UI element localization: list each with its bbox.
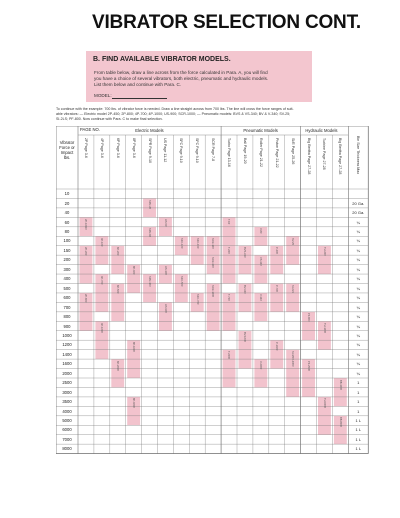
force-row-label: 900 xyxy=(63,323,71,329)
model-range-label: BV-340 xyxy=(243,285,247,294)
force-row-label: 10 xyxy=(64,191,70,197)
force-row-label: 1000 xyxy=(62,332,72,338)
model-range-label: 2P-800 xyxy=(84,294,88,303)
section-b-line-3: List them below and continue with Para. C. xyxy=(94,82,182,87)
column-header: Big Bertha Page 27-28 xyxy=(338,138,343,175)
model-range-label: SCR-100 xyxy=(211,237,215,249)
bin-size-value: ¼ xyxy=(356,370,360,376)
bin-size-value: ¼ xyxy=(356,266,360,272)
force-row-label: 600 xyxy=(63,295,71,301)
model-range-label: TU-1000 xyxy=(322,322,326,333)
model-range-label: BV-1000 xyxy=(243,332,247,343)
bin-size-value: ¼ xyxy=(356,342,360,348)
intro-line-3: SI-2LS; PF-800. Now continue with Para. C to make final selection. xyxy=(56,117,163,121)
model-range-label: T-2000 xyxy=(227,351,231,360)
column-header: Turbo Page 13-16 xyxy=(227,138,232,167)
selection-table xyxy=(56,126,376,461)
model-range-label: 4P-100 xyxy=(100,237,104,247)
column-header: SFC Page 9-10 xyxy=(195,138,200,163)
electric-group-header: Electric Models xyxy=(135,128,164,133)
model-range-label: PF-2500 xyxy=(306,360,310,371)
force-row-label: 1200 xyxy=(62,342,72,348)
model-range-label: SCR-1000 xyxy=(211,285,215,298)
bin-size-value: 1 L xyxy=(355,427,362,433)
model-range-label: SPR-20 xyxy=(147,199,151,210)
column-header: 4P Page 3-6 xyxy=(99,138,104,158)
model-range-label: 8P-4000 xyxy=(131,398,135,409)
force-row-label: 200 xyxy=(63,257,71,263)
force-row-label: 6000 xyxy=(62,427,72,433)
bin-size-value: ¼ xyxy=(356,314,360,320)
model-range-label: TU-200 xyxy=(322,247,326,256)
bin-size-value: ¼ xyxy=(356,276,360,282)
force-row-label: 60 xyxy=(64,219,70,225)
model-range-label: BVS-340 xyxy=(243,247,247,258)
bin-size-value: 20 Ga. xyxy=(352,210,365,216)
model-range-label: SCR-300 xyxy=(211,256,215,268)
force-row-label: 800 xyxy=(63,314,71,320)
force-row-label: 20 xyxy=(64,200,70,206)
model-range-label: P-200 xyxy=(275,247,279,255)
force-row-label: 3000 xyxy=(62,389,72,395)
model-range-label: T-700 xyxy=(227,294,231,302)
bin-size-value: 1 xyxy=(357,399,360,405)
model-range-label: 2P-200 xyxy=(84,247,88,256)
model-range-label: US-50 xyxy=(163,218,167,227)
force-row-label: 400 xyxy=(63,276,71,282)
bin-size-value: 1 xyxy=(357,380,360,386)
bin-size-value: ¼ xyxy=(356,285,360,291)
column-header: Big Bertha Page 27-28 xyxy=(306,138,311,175)
model-range-label: SFC-100 xyxy=(179,237,183,249)
force-row-label: 7000 xyxy=(62,436,72,442)
force-row-label: 40 xyxy=(64,210,70,216)
model-range-label: SFC-150 xyxy=(195,237,199,249)
bin-size-value: ¼ xyxy=(356,323,360,329)
model-range-label: 4P-1000 xyxy=(100,322,104,333)
column-header: SPR Page 9-10 xyxy=(147,138,152,163)
bin-size-value: ¼ xyxy=(356,332,360,338)
bin-size-value: 20 Ga. xyxy=(352,200,365,206)
model-range-label: SFC-500 xyxy=(179,275,183,286)
column-header: SCR Page 7-8 xyxy=(211,138,216,162)
hydraulic-group-header: Hydraulic Models xyxy=(305,128,338,133)
column-header: SI/E Page 25-26 xyxy=(290,138,295,165)
column-header: US Page 11-12 xyxy=(163,138,168,163)
column-header: Roller Page 21-22 xyxy=(258,138,263,167)
bin-size-value: ¼ xyxy=(356,295,360,301)
pneumatic-group-header: Pneumatic Models xyxy=(243,128,278,133)
bin-size-value: ¼ xyxy=(356,247,360,253)
model-range-label: SI-2LS xyxy=(290,285,294,293)
table-labels xyxy=(56,126,376,456)
bin-size-value: ¼ xyxy=(356,257,360,263)
bin-size-value: 1 L xyxy=(355,446,362,452)
model-write-line xyxy=(112,98,167,99)
model-range-label: 4P-700 xyxy=(100,275,104,284)
force-row-label: 3500 xyxy=(62,399,72,405)
model-range-label: US-900 xyxy=(163,303,167,313)
force-row-label: 2000 xyxy=(62,370,72,376)
model-range-label: US-300 xyxy=(163,266,167,275)
force-row-label: 100 xyxy=(63,238,71,244)
force-row-label: 150 xyxy=(63,247,71,253)
column-header: Ball Page 19-20 xyxy=(242,138,247,164)
model-range-label: T-60 xyxy=(227,218,231,225)
model-range-label: V-80 xyxy=(259,228,263,234)
column-header: Turbine Page 27-28 xyxy=(322,138,327,170)
force-row-label: 1400 xyxy=(62,351,72,357)
bin-size-value: ¼ xyxy=(356,238,360,244)
model-range-label: BB-3000 xyxy=(338,379,342,390)
column-header: 8P Page 3-6 xyxy=(131,138,136,158)
bin-size-value: ¼ xyxy=(356,219,360,225)
model-range-label: BB-8000 xyxy=(338,417,342,428)
page-no-label: PAGE NO. xyxy=(80,127,100,132)
model-range-label: P-1400 xyxy=(275,341,279,351)
force-row-label: 4000 xyxy=(62,408,72,414)
force-row-label: 700 xyxy=(63,304,71,310)
model-range-label: V-340 xyxy=(259,294,263,302)
column-header: 2P Page 3-6 xyxy=(83,138,88,158)
model-range-label: SI-3/SV-4000 xyxy=(290,351,294,367)
model-range-label: 6P-2000 xyxy=(116,360,120,371)
bin-size-value: 1 L xyxy=(355,418,362,423)
bin-size-value: ¼ xyxy=(356,229,360,234)
bin-size-value: 1 xyxy=(357,389,360,395)
force-header: Vibrator Force or Impact lbs. xyxy=(59,140,75,160)
force-row-label: 500 xyxy=(63,285,71,291)
model-range-label: V-2000 xyxy=(259,360,263,369)
model-range-label: 8P-400 xyxy=(131,266,135,275)
model-range-label: SV-25 xyxy=(290,237,294,245)
model-range-label: SPR-400 xyxy=(147,275,151,287)
model-range-label: 2P-10/20 xyxy=(84,218,88,230)
intro-line-2: able vibrators: — Electric model 2P-450; 2P-800; 4P-700; 4P-1000; US-900; SCR-1000; — Pneumatic models: BVS & VS-340; BV & V-340; SV-25; xyxy=(56,112,291,116)
section-b-heading: B. FIND AVAILABLE VIBRATOR MODELS. xyxy=(93,56,231,63)
intro-line-1: To continue with the example: 700 lbs. of vibrator force is needed. Draw a line straight across from 700 lbs. The line will cross the force ranges of suit- xyxy=(56,107,294,111)
column-header: Piston Page 21-22 xyxy=(274,138,279,168)
section-b-line-1: From table below, draw a line across from the force calculated in Para. A, you will find xyxy=(94,70,268,75)
model-range-label: 8P-1600 xyxy=(131,341,135,352)
force-row-label: 2500 xyxy=(62,380,72,386)
force-row-label: 5000 xyxy=(62,418,72,423)
section-b-line-2: you have a choice of several vibrators, both electric, pneumatic and hydraulic models. xyxy=(94,76,269,81)
model-range-label: VS-340 xyxy=(259,256,263,266)
bin-size-value: 1 L xyxy=(355,436,362,442)
model-range-label: SPR-60 xyxy=(147,228,151,238)
model-range-label: T-200 xyxy=(227,247,231,254)
bin-size-value: 1 xyxy=(357,408,360,414)
force-row-label: 8000 xyxy=(62,446,72,452)
bin-size-value: ¼ xyxy=(356,304,360,310)
column-header: 6P Page 3-6 xyxy=(115,138,120,158)
force-row-label: 1600 xyxy=(62,361,72,367)
model-range-label: 6P-500 xyxy=(116,285,120,294)
force-row-label: 80 xyxy=(64,229,70,234)
model-range-label: 6P-200 xyxy=(116,247,120,256)
model-range-label: P-700 xyxy=(275,285,279,292)
size-column-header: Bin Size Thickness Max xyxy=(356,136,361,175)
page-title: VIBRATOR SELECTION CONT. xyxy=(92,12,361,33)
column-header: SFC Page 9-10 xyxy=(179,138,184,163)
bin-size-value: ¼ xyxy=(356,351,360,357)
model-range-label: SFC-700 xyxy=(195,294,199,305)
model-range-label: PF-800 xyxy=(306,313,310,322)
model-label: MODEL: xyxy=(94,93,112,98)
section-b-box xyxy=(86,51,312,102)
force-row-label: 300 xyxy=(63,266,71,272)
bin-size-value: ¼ xyxy=(356,361,360,367)
model-range-label: TU-6000 xyxy=(322,398,326,409)
